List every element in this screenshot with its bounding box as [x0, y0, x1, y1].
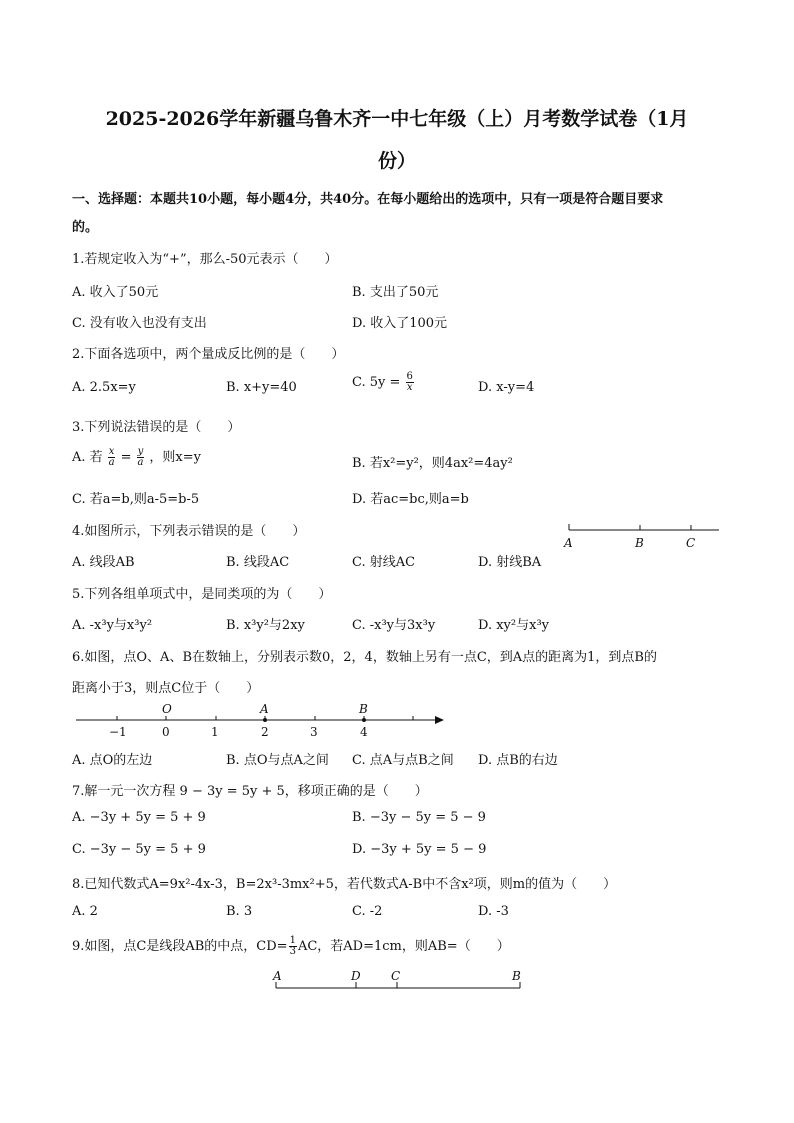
q2-option-a[interactable]: A. 2.5x=y [72, 380, 136, 395]
q2-fraction: $\frac{6}{x}$ [406, 371, 413, 393]
q7-option-a[interactable]: A. −3y + 5y = 5 + 9 [72, 810, 206, 825]
question-6-stem: 6.如图，点O、A、B在数轴上，分别表示数0，2，4，数轴上另有一点C，到A点的距离为1，到点B的 [72, 650, 657, 665]
q5-option-c[interactable]: C. -x³y与3x³y [352, 618, 436, 633]
q9-stem-suffix: AC，若AD=1cm，则AB=（ ） [297, 939, 510, 954]
q3-a-equals: = [120, 450, 132, 465]
q1-option-c[interactable]: C. 没有收入也没有支出 [72, 316, 207, 331]
question-9-stem [72, 935, 510, 957]
q5-option-d[interactable]: D. xy²与x³y [478, 618, 549, 633]
q4-option-c[interactable]: C. 射线AC [352, 555, 416, 570]
question-8-stem: 8.已知代数式A=9x²-4x-3，B=2x³-3mx²+5，若代数式A-B中不含x²项，则m的值为（ ） [72, 877, 617, 892]
q4-line-figure [560, 520, 730, 552]
q1-option-a[interactable]: A. 收入了50元 [72, 285, 159, 300]
q2-option-c-prefix: C. 5y = [352, 375, 401, 390]
section-header-cont: 的。 [72, 220, 99, 235]
question-2-stem: 2.下面各选项中，两个量成反比例的是（ ） [72, 347, 345, 362]
q4-option-d[interactable]: D. 射线BA [478, 555, 542, 570]
q4-label-a: A [564, 536, 573, 550]
q5-option-b[interactable]: B. x³y²与2xy [226, 618, 305, 633]
q3-option-a[interactable] [72, 446, 201, 468]
q3-option-c[interactable]: C. 若a=b,则a-5=b-5 [72, 492, 200, 507]
q2-option-d[interactable]: D. x-y=4 [478, 380, 535, 395]
q3-fraction-y-a: $\frac{y}{a}$ [137, 446, 144, 468]
q2-option-c[interactable] [352, 372, 415, 393]
q9-fraction: $\frac{1}{3}$ [289, 935, 296, 957]
q2-option-b[interactable]: B. x+y=40 [226, 380, 297, 395]
q6-tick-label: −1 [109, 725, 127, 739]
question-1-stem: 1.若规定收入为“+”，那么-50元表示（ ） [72, 252, 338, 267]
q6-tick-label: 2 [261, 725, 269, 739]
q6-tick-label: 4 [360, 725, 368, 739]
question-6-stem-cont: 距离小于3，则点C位于（ ） [72, 681, 260, 696]
q6-point-b [362, 718, 366, 722]
section-header: 一、选择题：本题共10小题，每小题4分，共40分。在每小题给出的选项中，只有一项是符合题目要求 [72, 192, 664, 207]
q3-option-d[interactable]: D. 若ac=bc,则a=b [352, 492, 469, 507]
q6-tick-label: 3 [310, 725, 318, 739]
q6-number-line [72, 700, 452, 742]
q8-option-d[interactable]: D. -3 [478, 904, 509, 919]
q4-label-b: B [635, 536, 644, 550]
q6-option-a[interactable]: A. 点O的左边 [72, 753, 153, 768]
q6-option-d[interactable]: D. 点B的右边 [478, 753, 558, 768]
q9-segment-figure [270, 968, 530, 996]
q6-label-a: A [260, 702, 269, 716]
q9-label-a: A [273, 969, 282, 983]
page-title-cont: 份） [377, 150, 416, 172]
q3-a-prefix: A. 若 [72, 450, 103, 465]
q9-label-d: D [351, 969, 361, 983]
page-title: 2025-2026学年新疆乌鲁木齐一中七年级（上）月考数学试卷（1月 [105, 108, 689, 130]
q9-label-c: C [391, 969, 401, 983]
q8-option-a[interactable]: A. 2 [72, 904, 98, 919]
q6-label-b: B [359, 702, 368, 716]
q3-a-suffix: ，则x=y [149, 450, 201, 465]
q1-option-d[interactable]: D. 收入了100元 [352, 316, 448, 331]
q9-stem-prefix: 9.如图，点C是线段AB的中点，CD= [72, 939, 288, 954]
q6-option-b[interactable]: B. 点O与点A之间 [226, 753, 329, 768]
question-4-stem: 4.如图所示，下列表示错误的是（ ） [72, 524, 306, 539]
question-3-stem: 3.下列说法错误的是（ ） [72, 420, 241, 435]
q7-option-d[interactable]: D. −3y + 5y = 5 − 9 [352, 842, 487, 857]
q4-option-b[interactable]: B. 线段AC [226, 555, 290, 570]
q6-label-o: O [162, 702, 172, 716]
q4-label-c: C [686, 536, 696, 550]
question-7-stem: 7.解一元一次方程 9 − 3y = 5y + 5，移项正确的是（ ） [72, 784, 428, 799]
q9-label-b: B [512, 969, 521, 983]
q3-option-b[interactable]: B. 若x²=y²，则4ax²=4ay² [352, 456, 513, 471]
q4-option-a[interactable]: A. 线段AB [72, 555, 135, 570]
q6-option-c[interactable]: C. 点A与点B之间 [352, 753, 454, 768]
q1-option-b[interactable]: B. 支出了50元 [352, 285, 439, 300]
q6-point-a [263, 718, 267, 722]
q8-option-c[interactable]: C. -2 [352, 904, 383, 919]
q6-axis-arrow [435, 716, 444, 724]
q3-fraction-x-a: $\frac{x}{a}$ [108, 446, 115, 468]
q6-tick-label: 1 [211, 725, 219, 739]
q6-tick-label: 0 [162, 725, 170, 739]
q7-option-c[interactable]: C. −3y − 5y = 5 + 9 [72, 842, 206, 857]
q7-option-b[interactable]: B. −3y − 5y = 5 − 9 [352, 810, 486, 825]
q8-option-b[interactable]: B. 3 [226, 904, 253, 919]
question-5-stem: 5.下列各组单项式中，是同类项的为（ ） [72, 587, 332, 602]
q5-option-a[interactable]: A. -x³y与x³y² [72, 618, 153, 633]
